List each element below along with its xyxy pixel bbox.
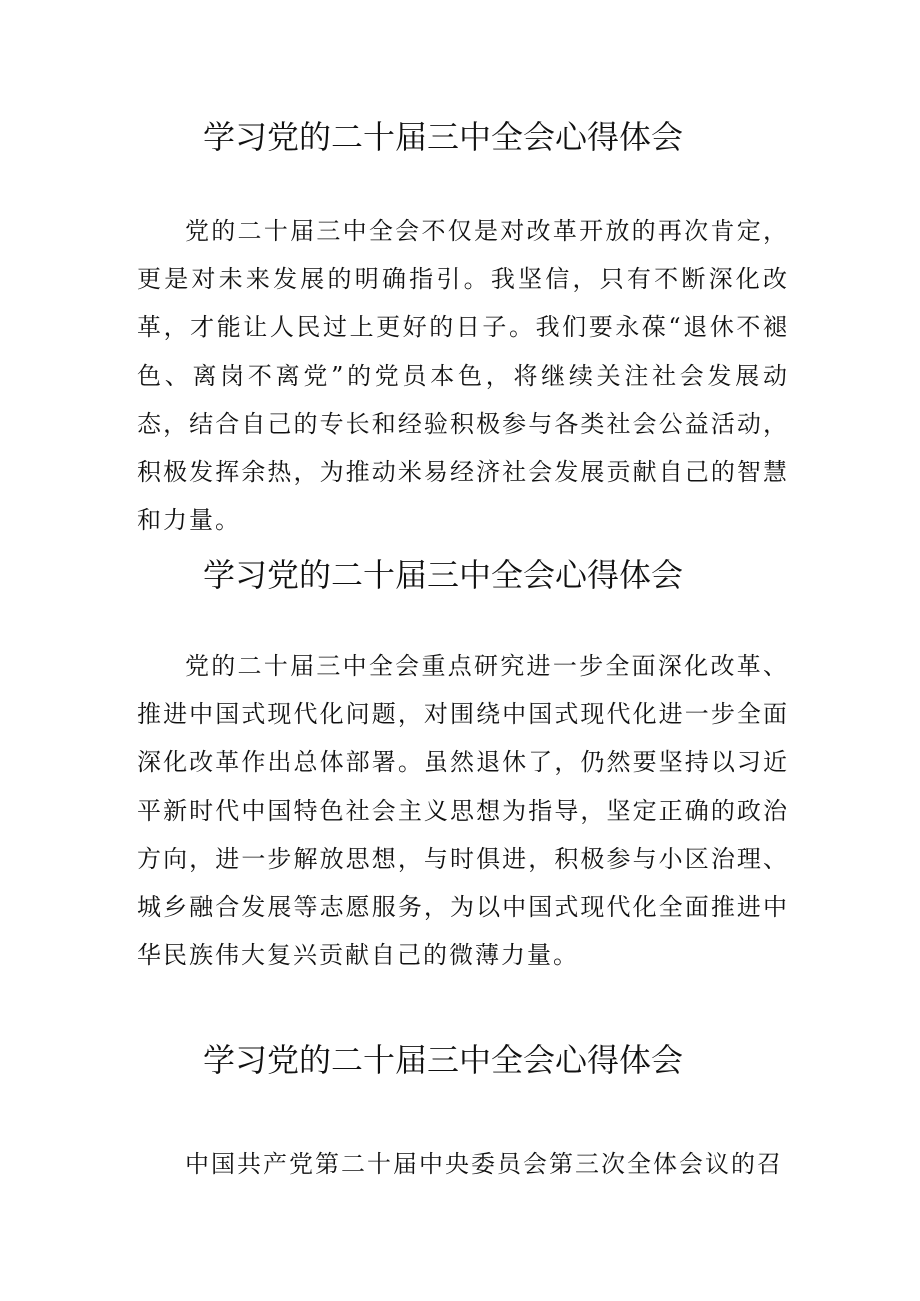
section-paragraph-3: 中国共产党第二十届中央委员会第三次全体会议的召 (185, 1150, 783, 1178)
section-title-3: 学习党的二十届三中全会心得体会 (202, 1041, 683, 1079)
section-paragraph-1: 党的二十届三中全会不仅是对改革开放的再次肯定，更是对未来发展的明确指引。我坚信，只有不断深化改革，才能让人民过上更好的日子。我们要永葆“退休不褪色、离岗不离党”的党员本色，将继续关注社会发展动态，结合自己的专长和经验积极参与各类社会公益活动，积极发挥余热，为推动米易经济社会发展贡献自己的智慧和力量。 (137, 217, 789, 535)
section-paragraph-2: 党的二十届三中全会重点研究进一步全面深化改革、推进中国式现代化问题，对围绕中国式现代化进一步全面深化改革作出总体部署。虽然退休了，仍然要坚持以习近平新时代中国特色社会主义思想为指导，坚定正确的政治方向，进一步解放思想，与时俱进，积极参与小区治理、城乡融合发展等志愿服务，为以中国式现代化全面推进中华民族伟大复兴贡献自己的微薄力量。 (137, 652, 789, 970)
section-title-1: 学习党的二十届三中全会心得体会 (202, 118, 683, 156)
section-title-2: 学习党的二十届三中全会心得体会 (202, 556, 683, 594)
